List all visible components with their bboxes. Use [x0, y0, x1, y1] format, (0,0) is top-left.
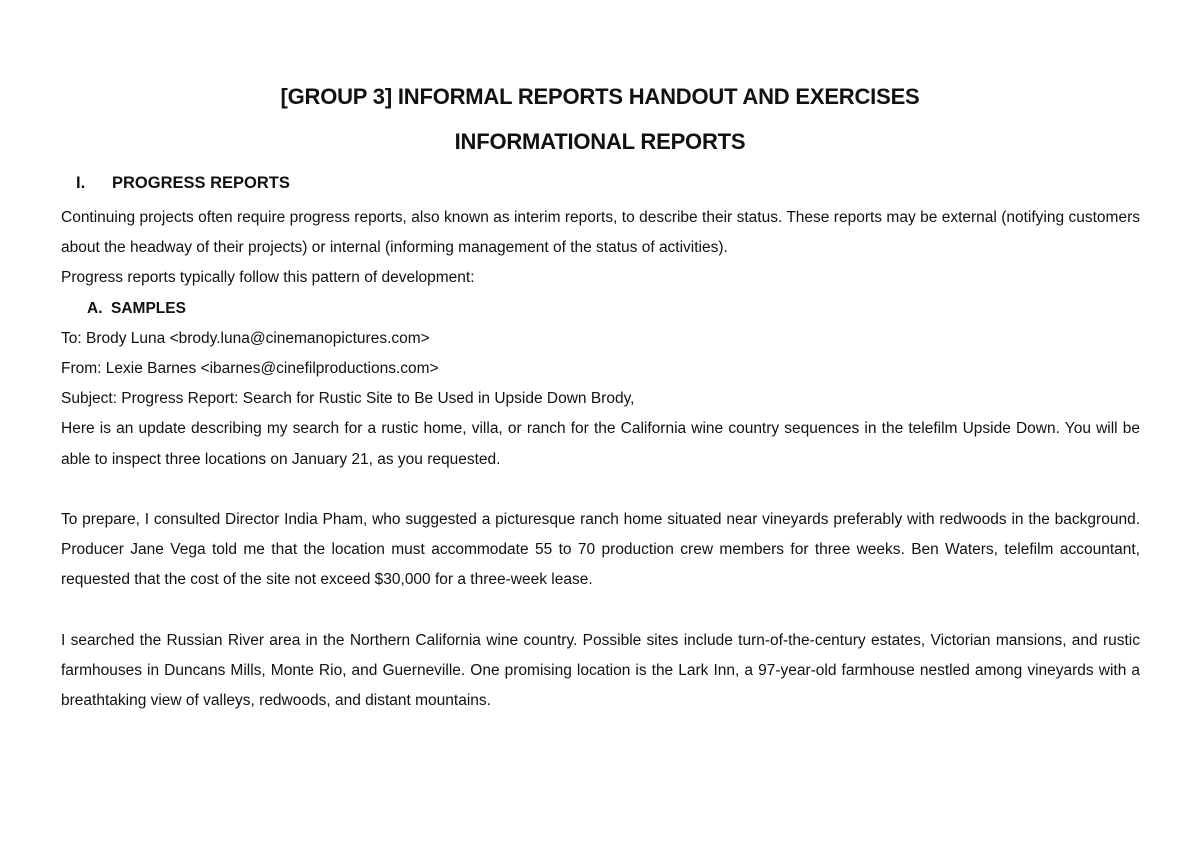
- memo-from-line: From: Lexie Barnes <ibarnes@cinefilproductions.com>: [61, 360, 439, 378]
- subsection-number: A.: [87, 299, 103, 317]
- document-title: [GROUP 3] INFORMAL REPORTS HANDOUT AND EXERCISES: [280, 84, 920, 109]
- paragraph-spacer: [61, 475, 1140, 505]
- intro-paragraph: Continuing projects often require progress reports, also known as interim reports, to describe their status. These reports may be external (notifying customers about the headway of their projects) or internal (informing management of the status of activities).: [61, 209, 1140, 257]
- memo-paragraph-3: I searched the Russian River area in the Northern California wine country. Possible sites include turn-of-the-century estates, Victorian mansions, and rustic farmhouses in Duncans Mills, Monte Rio, and Guerneville. One promising location is the Lark Inn, a 97-year-old farmhouse nestled among vineyards with a breathtaking view of valleys, redwoods, and distant mountains.: [61, 631, 1140, 710]
- paragraph-spacer: [61, 596, 1140, 626]
- pattern-line: Progress reports typically follow this pattern of development:: [61, 269, 475, 287]
- section-number: I.: [76, 174, 86, 192]
- memo-subject-line: Subject: Progress Report: Search for Rustic Site to Be Used in Upside Down Brody,: [61, 390, 635, 408]
- memo-paragraph-2: To prepare, I consulted Director India Pham, who suggested a picturesque ranch home situated near vineyards preferably with redwoods in the background. Producer Jane Vega told me that the location must accommodate 55 to 70 production crew members for three weeks. Ben Waters, telefilm accountant, requested that the cost of the site not exceed $30,000 for a three-week lease.: [61, 511, 1140, 589]
- document-body: [61, 203, 1140, 716]
- memo-paragraph-1: Here is an update describing my search for a rustic home, villa, or ranch for the California wine country sequences in the telefilm Upside Down. You will be able to inspect three locations on January 21, as you requested.: [61, 420, 1140, 468]
- subsection-heading-text: SAMPLES: [111, 299, 186, 317]
- section-heading: [76, 174, 290, 193]
- subsection-heading: [61, 294, 1140, 324]
- section-heading-text: PROGRESS REPORTS: [112, 174, 290, 192]
- memo-to-line: To: Brody Luna <brody.luna@cinemanopictures.com>: [61, 329, 430, 347]
- document-subtitle: INFORMATIONAL REPORTS: [454, 129, 746, 154]
